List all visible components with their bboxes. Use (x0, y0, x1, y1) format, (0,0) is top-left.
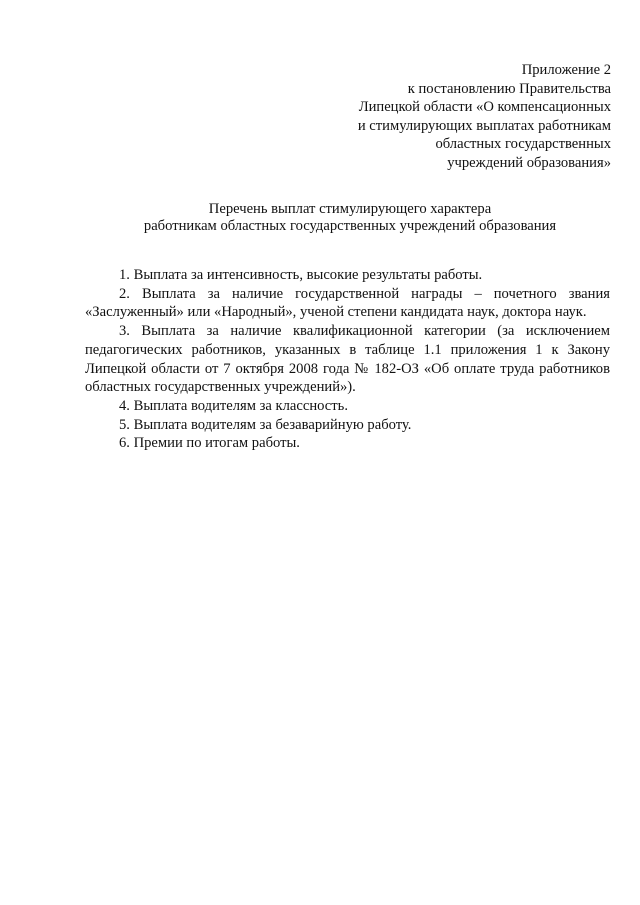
appendix-line: Липецкой области «О компенсационных (358, 99, 611, 116)
appendix-line: к постановлению Правительства (407, 80, 611, 97)
title-line: Перечень выплат стимулирующего характера (208, 201, 492, 217)
list-item: 5. Выплата водителям за безаварийную работу. (119, 416, 412, 433)
payment-list (85, 266, 610, 453)
document-title (60, 201, 640, 235)
appendix-header (311, 61, 611, 173)
list-item: 4. Выплата водителям за классность. (119, 397, 348, 414)
list-item: 3. Выплата за наличие квалификационной категории (за исключением педагогических работников, указанных в таблице 1.1 приложения 1 к Закону Липецкой области от 7 октября 2008 года № 182-ОЗ «Об оплате труда работников областных государственных учреждений»). (85, 323, 610, 396)
appendix-line: учреждений образования» (447, 154, 611, 171)
list-item: 2. Выплата за наличие государственной награды – почетного звания «Заслуженный» или «Народный», ученой степени кандидата наук, доктора наук. (85, 285, 610, 321)
title-line: работникам областных государственных учреждений образования (143, 218, 557, 234)
appendix-line: Приложение 2 (521, 62, 611, 78)
appendix-line: областных государственных (435, 136, 611, 153)
list-item: 6. Премии по итогам работы. (119, 435, 300, 452)
appendix-line: и стимулирующих выплатах работникам (357, 117, 611, 134)
list-item: 1. Выплата за интенсивность, высокие результаты работы. (119, 267, 483, 283)
